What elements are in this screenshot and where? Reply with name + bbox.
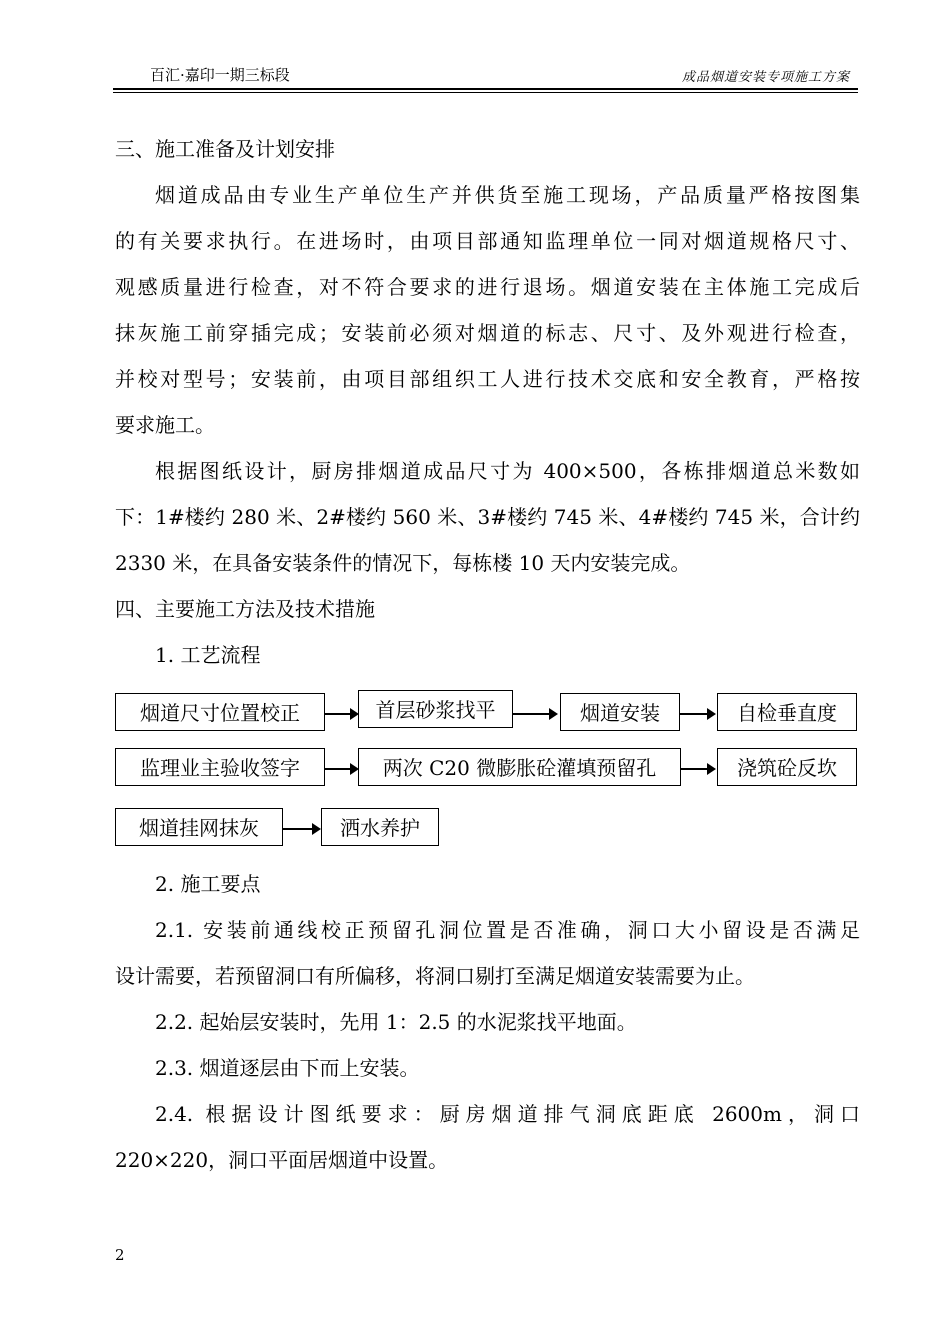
header-right: 成品烟道安装专项施工方案 [681,70,850,85]
flow-arrow [325,768,357,770]
flow-step-7: 浇筑砼反坎 [717,748,857,786]
section-3-title: 三、施工准备及计划安排 [115,137,335,161]
paragraph-line: 要求施工。 [115,413,215,437]
key-point-2-2: 2.2. 起始层安装时，先用 1：2.5 的水泥浆找平地面。 [155,1010,637,1034]
document-body [115,126,860,678]
flow-arrow [283,828,319,830]
paragraph-line: 下：1#楼约 280 米、2#楼约 560 米、3#楼约 745 米、4#楼约 745 米，合计约 [115,505,860,529]
flow-arrow [680,713,714,715]
flow-arrow [681,768,714,770]
flow-step-9: 洒水养护 [321,808,439,846]
section-4-title: 四、主要施工方法及技术措施 [115,597,375,621]
paragraph-line: 烟道成品由专业生产单位生产并供货至施工现场，产品质量严格按图集 [155,183,860,207]
page-number: 2 [115,1246,125,1264]
paragraph-line: 并校对型号；安装前，由项目部组织工人进行技术交底和安全教育，严格按 [115,367,860,391]
paragraph-line: 抹灰施工前穿插完成；安装前必须对烟道的标志、尺寸、及外观进行检查， [115,321,860,345]
header-rule-thin [113,92,858,93]
key-point-2-4-cont: 220×220，洞口平面居烟道中设置。 [115,1148,449,1172]
paragraph-line: 的有关要求执行。在进场时，由项目部通知监理单位一同对烟道规格尺寸、 [115,229,860,253]
flow-step-8: 烟道挂网抹灰 [115,808,283,846]
flow-step-1: 烟道尺寸位置校正 [115,693,325,731]
header-rule [113,88,858,90]
key-point-2-3: 2.3. 烟道逐层由下而上安装。 [155,1056,420,1080]
flow-step-5: 监理业主验收签字 [115,748,325,786]
header-left: 百汇·嘉印一期三标段 [150,66,290,84]
flow-step-2: 首层砂浆找平 [358,690,513,728]
subsection-process-flow: 1. 工艺流程 [155,643,261,667]
key-point-2-4: 2.4. 根据设计图纸要求：厨房烟道排气洞底距底 2600m，洞口 [155,1102,860,1126]
key-point-2-1-cont: 设计需要，若预留洞口有所偏移，将洞口剔打至满足烟道安装需要为止。 [115,964,755,988]
process-flow-diagram [115,690,860,850]
paragraph-line: 观感质量进行检查，对不符合要求的进行退场。烟道安装在主体施工完成后 [115,275,860,299]
document-body-continued [115,861,860,1183]
flow-step-3: 烟道安装 [560,693,680,731]
paragraph-line: 根据图纸设计，厨房排烟道成品尺寸为 400×500，各栋排烟道总米数如 [155,459,860,483]
key-point-2-1: 2.1. 安装前通线校正预留孔洞位置是否准确，洞口大小留设是否满足 [155,918,860,942]
flow-step-6: 两次 C20 微膨胀砼灌填预留孔 [358,748,681,786]
paragraph-line: 2330 米，在具备安装条件的情况下，每栋楼 10 天内安装完成。 [115,551,691,575]
flow-arrow [325,713,357,715]
flow-arrow [513,713,556,715]
flow-step-4: 自检垂直度 [717,693,857,731]
subsection-key-points: 2. 施工要点 [155,872,261,896]
